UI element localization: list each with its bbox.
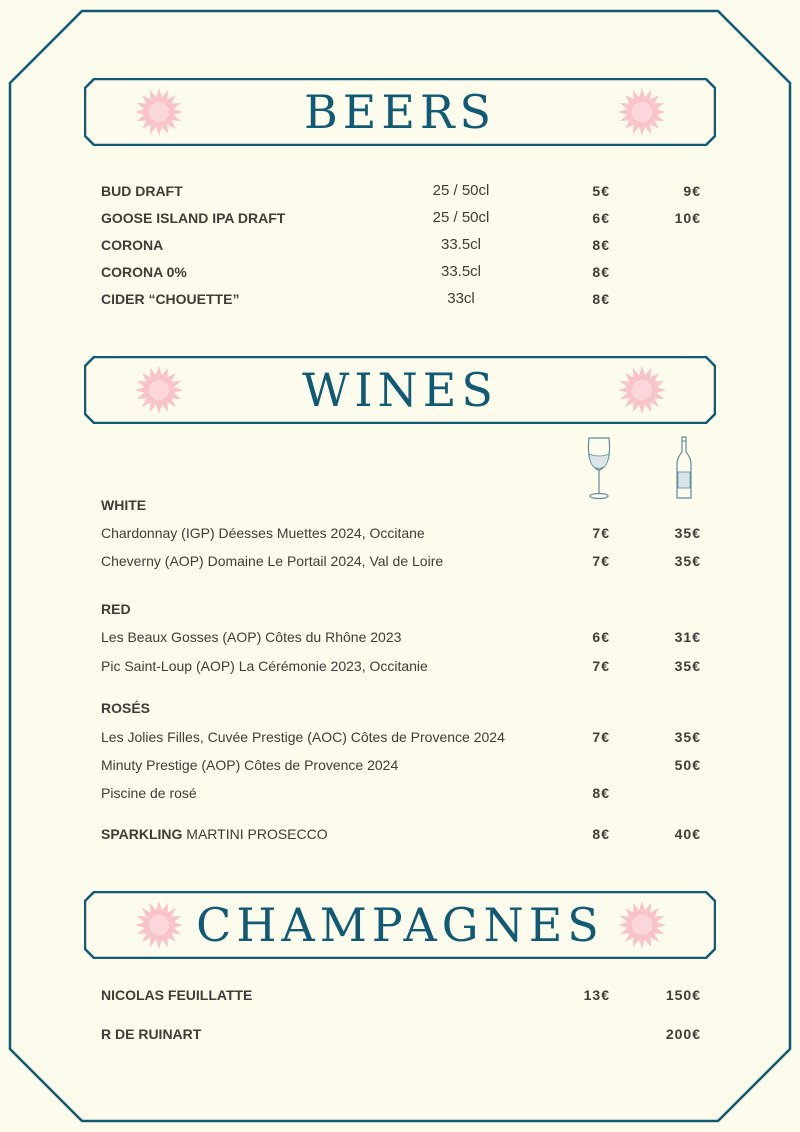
price-small: 5€	[592, 183, 610, 199]
beer-row	[101, 235, 701, 255]
champagne-row	[101, 985, 701, 1005]
sun-icon	[617, 365, 667, 415]
item-name: Chardonnay (IGP) Déesses Muettes 2024, Occitane	[101, 525, 425, 541]
price-small: 8€	[592, 291, 610, 307]
price-small: 7€	[592, 525, 610, 541]
wine-bottle-icon	[674, 436, 694, 500]
section-title-beers: BEERS	[303, 85, 497, 139]
champagne-row	[101, 1024, 701, 1044]
item-name: R DE RUINART	[101, 1026, 202, 1042]
wine-row	[101, 523, 701, 543]
item-size: 33.5cl	[440, 263, 482, 280]
price-small: 8€	[592, 264, 610, 280]
section-title-wines: WINES	[302, 363, 498, 417]
price-large: 150€	[665, 987, 701, 1003]
item-size: 33cl	[447, 290, 475, 307]
item-name: Les Jolies Filles, Cuvée Prestige (AOC) Côtes de Provence 2024	[101, 729, 505, 745]
price-small: 8€	[592, 785, 610, 801]
category-sparkling: SPARKLING	[101, 826, 183, 842]
price-small: 7€	[592, 729, 610, 745]
price-large: 35€	[674, 729, 701, 745]
beer-row	[101, 262, 701, 282]
wine-row	[101, 656, 701, 676]
beers-banner	[84, 78, 716, 146]
price-large: 35€	[674, 525, 701, 541]
sun-icon	[617, 900, 667, 950]
item-name: Cheverny (AOP) Domaine Le Portail 2024, Val de Loire	[101, 553, 444, 569]
item-name: Piscine de rosé	[101, 785, 197, 801]
price-large: 35€	[674, 658, 701, 674]
price-small: 7€	[592, 658, 610, 674]
beer-row	[101, 289, 701, 309]
champagnes-banner	[84, 891, 716, 959]
price-large: 9€	[683, 183, 701, 199]
price-large: 31€	[674, 629, 701, 645]
price-large: 200€	[665, 1026, 701, 1042]
item-name: Minuty Prestige (AOP) Côtes de Provence 2024	[101, 757, 399, 773]
item-name: BUD DRAFT	[101, 183, 183, 199]
price-glass: 8€	[592, 826, 610, 842]
price-large: 35€	[674, 553, 701, 569]
item-size: 25 / 50cl	[432, 209, 490, 226]
item-name: CIDER “CHOUETTE”	[101, 291, 240, 307]
item-name: NICOLAS FEUILLATTE	[101, 987, 253, 1003]
wine-row	[101, 551, 701, 571]
wine-row	[101, 783, 701, 803]
price-small: 13€	[583, 987, 610, 1003]
price-large: 10€	[674, 210, 701, 226]
sparkling-row	[101, 824, 701, 844]
item-name: GOOSE ISLAND IPA DRAFT	[101, 210, 286, 226]
wine-row	[101, 727, 701, 747]
item-size: 25 / 50cl	[432, 182, 490, 199]
category-rose: ROSÉS	[101, 700, 151, 716]
category-white: WHITE	[101, 497, 147, 513]
wine-row	[101, 627, 701, 647]
item-name: Pic Saint-Loup (AOP) La Cérémonie 2023, Occitanie	[101, 658, 428, 674]
item-name: Les Beaux Gosses (AOP) Côtes du Rhône 2023	[101, 629, 402, 645]
sun-icon	[617, 87, 667, 137]
category-red: RED	[101, 601, 131, 617]
price-small: 8€	[592, 237, 610, 253]
price-bottle: 40€	[674, 826, 701, 842]
sparkling-name: MARTINI PROSECCO	[182, 826, 328, 842]
price-small: 7€	[592, 553, 610, 569]
item-name: CORONA 0%	[101, 264, 187, 280]
beer-row	[101, 208, 701, 228]
price-small: 6€	[592, 210, 610, 226]
price-small: 6€	[592, 629, 610, 645]
wines-banner	[84, 356, 716, 424]
item-name	[101, 824, 328, 844]
item-name: CORONA	[101, 237, 164, 253]
section-title-champagnes: CHAMPAGNES	[196, 898, 604, 952]
wine-row	[101, 755, 701, 775]
wine-glass-icon	[584, 436, 614, 500]
price-large: 50€	[674, 757, 701, 773]
item-size: 33.5cl	[440, 236, 482, 253]
beer-row	[101, 181, 701, 201]
